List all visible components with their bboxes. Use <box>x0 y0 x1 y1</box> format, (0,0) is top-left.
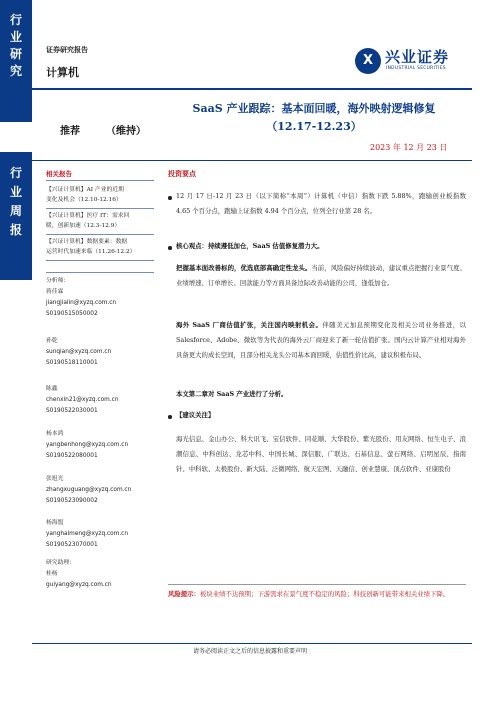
related-divider <box>46 260 154 261</box>
sidebar-category-block <box>0 0 32 122</box>
sidebar-report-type-label: 行 业 周 报 <box>9 166 22 237</box>
risk-divider <box>168 584 466 585</box>
logo-name-cn: 兴业证券 <box>385 48 450 66</box>
title-divider <box>32 160 472 161</box>
report-title: SaaS 产业跟踪：基本面回暖，海外映射逻辑修复 <box>192 102 436 115</box>
analyst-email[interactable]: chenxin21@xyzq.com.cn <box>46 397 119 403</box>
analyst-card: 分析师： 蒋佳霖 jiangjialin@xyzq.com.cn S0190515050002 <box>46 276 156 320</box>
disclaimer-footer: 请务必阅读正文之后的信息披露和重要声明 <box>192 648 307 655</box>
research-assistant-card: 研究助理： 桂杨 guiyang@xyzq.com.cn <box>46 558 156 591</box>
investment-highlights-heading: 投资要点 <box>168 170 196 178</box>
analyst-email[interactable]: jiangjialin@xyzq.com.cn <box>46 300 117 306</box>
header-divider <box>32 88 472 90</box>
related-divider <box>46 180 154 181</box>
analyst-email[interactable]: zhangxuguang@xyzq.com.cn <box>46 487 132 493</box>
analyst-email[interactable]: sunqian@xyzq.com.cn <box>46 349 112 355</box>
core-view: 核心观点：持续遵低加仓，SaaS 估值修复潜力大。 <box>176 242 324 250</box>
related-reports-heading: 相关报告 <box>46 170 72 178</box>
sidebar-report-type-block <box>0 152 32 280</box>
sidebar-category-label: 行 业 研 究 <box>9 13 22 78</box>
analyst-card: 张旭光 zhangxuguang@xyzq.com.cn S0190523090002 <box>46 474 156 507</box>
analyst-email[interactable]: yanghaimeng@xyzq.com.cn <box>46 531 129 537</box>
industry-name: 计算机 <box>46 66 79 79</box>
rating-change: （维持） <box>106 126 146 137</box>
bullet-icon <box>168 415 172 419</box>
related-divider <box>46 208 154 209</box>
report-date: 2023 年 12 月 23 日 <box>370 143 448 152</box>
related-divider <box>46 272 154 273</box>
analyst-card: 杨本鸿 yangbenhong@xyzq.com.cn S0190522080001 <box>46 429 156 462</box>
logo-name-en: INDUSTRIAL SECURITIES <box>386 66 446 71</box>
related-report-item[interactable]: 【兴证计算机】医疗 IT：需求回 暖，创新加速（12.3-12.9） <box>46 213 130 229</box>
analyst-card: 陈鑫 chenxin21@xyzq.com.cn S0190522030001 <box>46 384 156 417</box>
analyst-card: 杨海盟 yanghaimeng@xyzq.com.cn S0190523070001 <box>46 518 156 551</box>
related-divider <box>46 234 154 235</box>
recommendation-title: 【建议关注】 <box>176 411 215 419</box>
recommended-stocks-list: 海光信息、金山办公、科大讯飞、宝信软件、同花顺、大华股份、紫光股份、用友网络、恒生电子、浪潮信息、中科创达、龙芯中科、中国长城、深信服、广联达、石基信息、萤石网络、启明星辰、指南针、中科软、太极股份、新大陆、泛微网络、航天宏图、天融信、创业慧康、顶点软件、亚康股份 <box>176 435 466 473</box>
related-report-item[interactable]: 【兴证计算机】数据要素：数据 运营时代加速来临（11.26-12.2） <box>46 239 136 255</box>
report-period: （12.17-12.23） <box>266 120 362 133</box>
logo-mark-icon: X <box>355 48 381 74</box>
rating-label: 推荐 <box>60 126 80 137</box>
analyst-card: 孙乾 sunqian@xyzq.com.cn S0190518110001 <box>46 336 156 369</box>
footer-divider <box>32 643 472 644</box>
bullet-icon <box>168 246 172 250</box>
chapter-note: 本文第二章对 SaaS 产业进行了分析。 <box>176 390 288 398</box>
report-type: 证券研究报告 <box>46 46 88 54</box>
related-report-item[interactable]: 【兴证计算机】AI 产业的近期 变化及机会（12.10-12.16） <box>46 187 124 203</box>
bullet-icon <box>168 196 172 200</box>
weekly-market-summary: 12 月 17 日-12 月 23 日（以下简称“本周”）计算机（中信）指数下跌 5.88%，跑输创业板指数 4.65 个百分点，跑输上证指数 4.94 个百分点，位列全行业第 28 名。 <box>176 192 466 215</box>
overseas-saas-paragraph: 海外 SaaS 厂商估值扩张，关注国内映射机会。伴随美元加息预期变化及相关公司业务推进，以 Salesforce、Adobe、微软等为代表的海外云厂商迎来了新一轮估值扩张。国内云计算产业相对海外具备更大的成长空间，且部分相关龙头公司基本面回暖，估值性价比高，建议积极布局。 <box>176 321 466 359</box>
fundamentals-paragraph: 把握基本面改善标的，优选底部高确定性龙头。当前，风险偏好持续波动，建议重点把握行业景气度、业绩增速、订单增长、回款能力等方面具备边际改善动能的公司，逢低加仓。 <box>176 264 466 287</box>
analyst-email[interactable]: yangbenhong@xyzq.com.cn <box>46 442 129 448</box>
analyst-email[interactable]: guiyang@xyzq.com.cn <box>46 582 112 588</box>
company-logo <box>355 44 465 78</box>
risk-warning: 风险提示：板块业绩不达预期；下游需求在景气度不稳定的风险；科技创新可能带来相关业绩下降。 <box>168 590 450 598</box>
